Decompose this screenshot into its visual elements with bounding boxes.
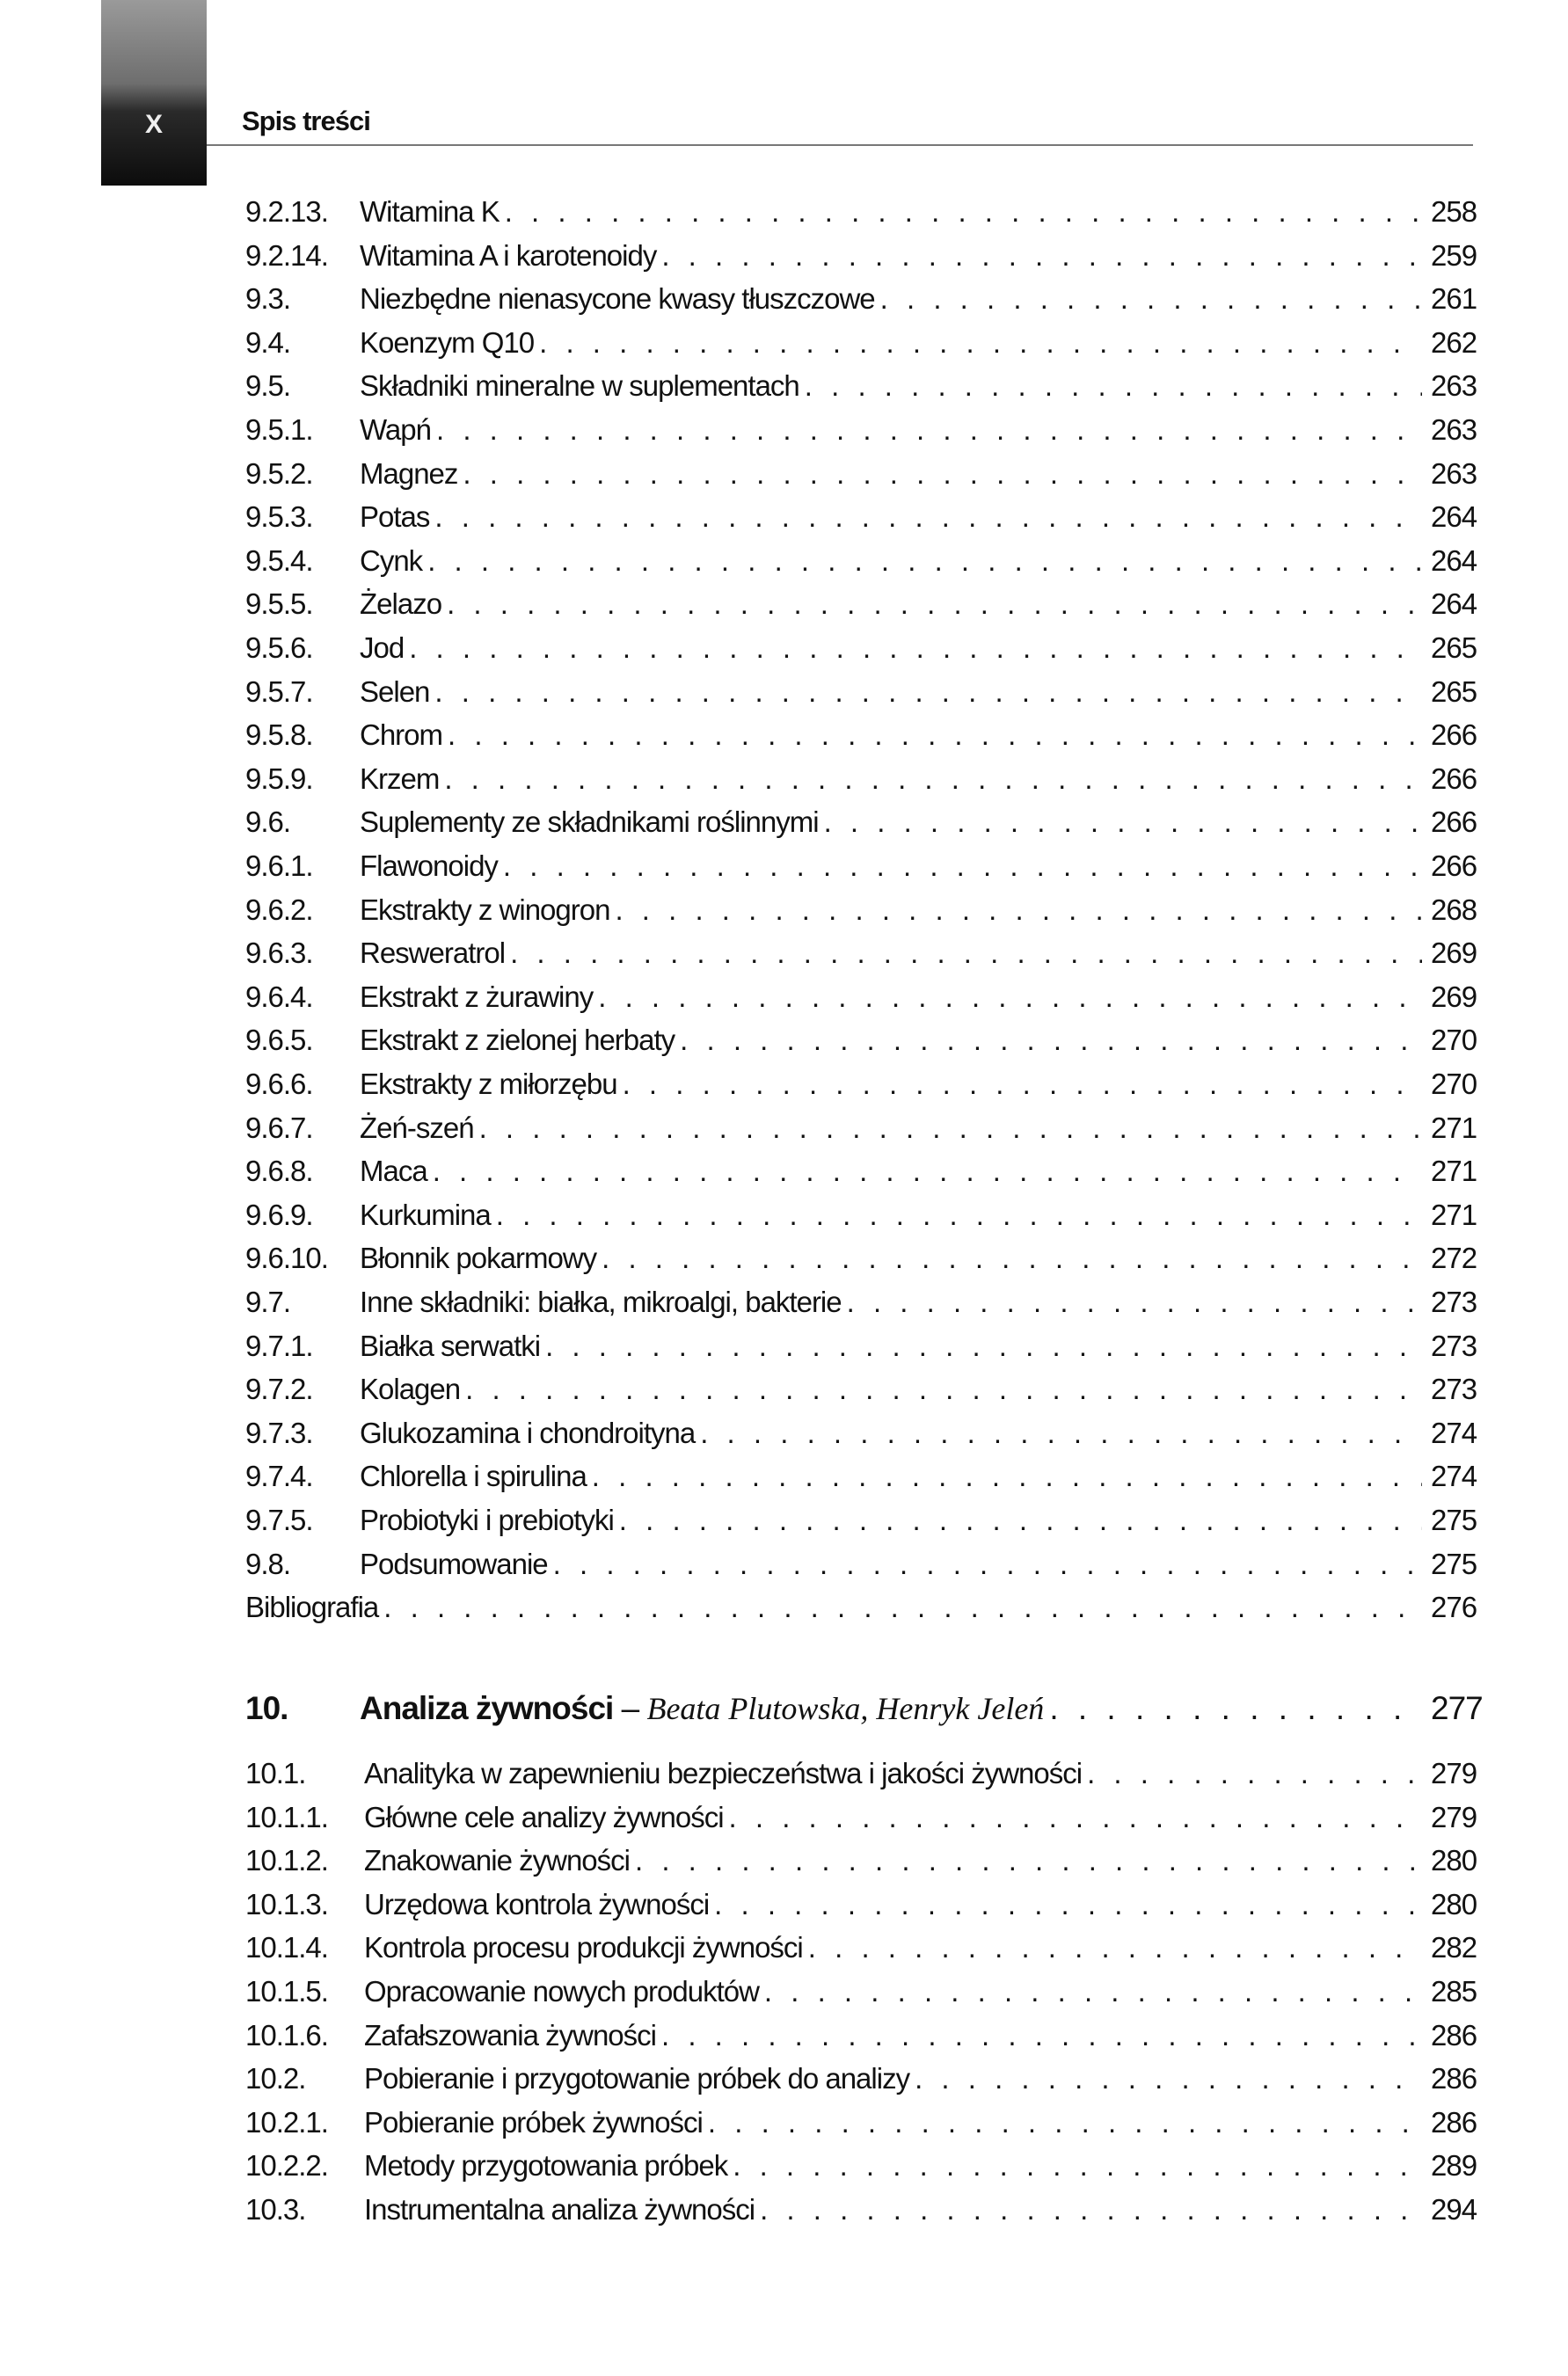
toc-entry-page: 285 (1431, 1975, 1477, 2008)
toc-entry-title: Suplementy ze składnikami roślinnymi (360, 805, 819, 839)
dot-leader (733, 2149, 1422, 2183)
toc-entry-page: 270 (1431, 1024, 1477, 1057)
toc-entry[interactable] (245, 1548, 1477, 1592)
toc-entry-page: 279 (1431, 1800, 1477, 1833)
toc-entry-title: Analityka w zapewnieniu bezpieczeństwa i jakości żywności (364, 1757, 1083, 1789)
dot-leader (824, 805, 1422, 839)
toc-entry-number: 9.6.7. (245, 1111, 313, 1144)
toc-entry-page: 264 (1431, 543, 1477, 577)
toc-entry[interactable] (245, 1757, 1477, 1801)
toc-entry[interactable] (245, 805, 1477, 849)
toc-entry-title: Pobieranie próbek żywności (364, 2105, 703, 2139)
toc-entry-title: Krzem (360, 762, 440, 795)
toc-entry-number: 9.6.2. (245, 893, 313, 926)
toc-entry-number: 9.5.5. (245, 587, 313, 621)
toc-chapter-heading[interactable] (245, 1690, 1483, 1734)
dot-leader (1049, 1690, 1422, 1727)
toc-entry-page: 265 (1431, 674, 1477, 708)
toc-entry-title: Białka serwatki (360, 1329, 541, 1362)
dot-leader (764, 1975, 1422, 2008)
toc-entry-number: 9.2.13. (245, 195, 328, 228)
toc-entry-number: 9.7. (245, 1286, 291, 1318)
toc-entry-page: 262 (1431, 325, 1477, 359)
toc-entry-title: Niezbędne nienasycone kwasy tłuszczowe (360, 282, 875, 316)
toc-entry-number: 9.6.4. (245, 980, 313, 1013)
chapter-authors: Beata Plutowska, Henryk Jeleń (646, 1691, 1045, 1726)
dot-leader (465, 1373, 1422, 1406)
toc-entry-title: Znakowanie żywności (364, 1844, 630, 1877)
toc-entry[interactable] (245, 937, 1477, 980)
toc-entry[interactable] (245, 369, 1477, 413)
dot-leader (409, 631, 1422, 665)
toc-entry-number: 10.3. (245, 2193, 306, 2226)
toc-entry-number: 9.6.1. (245, 849, 313, 882)
toc-entry-title: Jod (360, 631, 405, 664)
dot-leader (680, 1024, 1422, 1057)
toc-entry[interactable] (245, 1199, 1477, 1243)
toc-entry[interactable] (245, 980, 1477, 1024)
toc-entry[interactable] (245, 282, 1477, 326)
toc-entry-number: 9.5.1. (245, 413, 313, 446)
toc-entry-title: Bibliografia (245, 1591, 379, 1624)
toc-entry[interactable] (245, 239, 1477, 283)
toc-entry-number: 9.5. (245, 369, 291, 403)
toc-entry-page: 268 (1431, 893, 1477, 926)
toc-entry-page: 275 (1431, 1504, 1477, 1536)
toc-entry-number: 10.2. (245, 2062, 306, 2095)
toc-entry[interactable] (245, 1504, 1477, 1548)
dot-leader (635, 1844, 1422, 1877)
toc-entry-title: Metody przygotowania próbek (364, 2149, 728, 2183)
toc-entry-page: 270 (1431, 1068, 1477, 1100)
toc-entry[interactable] (245, 1024, 1477, 1068)
toc-entry-number: 10.1.3. (245, 1887, 328, 1920)
toc-entry-bibliography[interactable] (245, 1591, 1477, 1635)
chapter-title: Analiza żywności (360, 1690, 614, 1726)
toc-entry-number: 9.5.3. (245, 500, 313, 534)
toc-entry[interactable] (245, 1801, 1477, 1845)
toc-entry-title: Witamina K (360, 195, 500, 228)
toc-entry[interactable] (245, 2149, 1477, 2193)
toc-entry-page: 273 (1431, 1373, 1477, 1406)
dot-leader (463, 457, 1422, 491)
toc-entry[interactable] (245, 762, 1477, 806)
toc-entry-page: 272 (1431, 1242, 1477, 1275)
toc-entry[interactable] (245, 500, 1477, 544)
dot-leader (915, 2062, 1422, 2095)
toc-entry-title: Urzędowa kontrola żywności (364, 1887, 710, 1920)
dot-leader (602, 1242, 1422, 1275)
dot-leader (505, 195, 1422, 229)
toc-entry[interactable] (245, 2193, 1477, 2237)
toc-entry-number: 10.1.2. (245, 1844, 328, 1877)
dot-leader (760, 2193, 1422, 2227)
chapter-tab-marker (101, 0, 207, 186)
toc-entry-page: 273 (1431, 1286, 1477, 1318)
toc-entry-title: Ekstrakt z zielonej herbaty (360, 1024, 675, 1057)
toc-entry-number: 9.6.6. (245, 1068, 313, 1100)
toc-entry-title: Żeń-szeń (360, 1111, 474, 1144)
toc-entry[interactable] (245, 1931, 1477, 1975)
toc-entry-number: 10.1.4. (245, 1931, 328, 1964)
toc-entry[interactable] (245, 2019, 1477, 2063)
dot-leader (1087, 1757, 1422, 1790)
toc-entry-number: 10.1. (245, 1757, 306, 1789)
toc-entry-title: Ekstrakty z miłorzębu (360, 1068, 617, 1100)
toc-entry-title: Inne składniki: białka, mikroalgi, bakterie (360, 1286, 842, 1318)
toc-entry-number: 9.5.2. (245, 456, 313, 490)
toc-entry-page: 271 (1431, 1198, 1477, 1231)
dot-leader (880, 282, 1422, 316)
toc-entry[interactable] (245, 195, 1477, 239)
toc-entry-title: Flawonoidy (360, 849, 498, 882)
chapter-page: 277 (1431, 1690, 1483, 1726)
toc-entry-page: 263 (1431, 369, 1477, 403)
toc-entry-title: Resweratrol (360, 937, 506, 970)
toc-entry-page: 259 (1431, 238, 1477, 272)
dot-leader (448, 718, 1422, 752)
toc-entry-number: 9.2.14. (245, 238, 328, 272)
header-rule (207, 144, 1473, 146)
toc-entry-title: Ekstrakt z żurawiny (360, 980, 594, 1013)
toc-entry-page: 289 (1431, 2149, 1477, 2183)
toc-entry-page: 271 (1431, 1111, 1477, 1144)
toc-entry-title: Chlorella i spirulina (360, 1460, 587, 1493)
toc-entry-title: Glukozamina i chondroityna (360, 1416, 696, 1449)
toc-entry-title: Podsumowanie (360, 1547, 548, 1580)
toc-entry[interactable] (245, 1242, 1477, 1286)
toc-entry-number: 9.8. (245, 1547, 291, 1580)
toc-entry[interactable] (245, 718, 1477, 762)
dot-leader (714, 1888, 1422, 1921)
toc-entry-title: Selen (360, 674, 430, 708)
toc-entry-page: 266 (1431, 762, 1477, 795)
dot-leader (503, 849, 1422, 883)
chapter-number: 10. (245, 1690, 288, 1726)
dot-leader (708, 2106, 1422, 2139)
toc-entry-number: 9.5.6. (245, 631, 313, 664)
toc-entry-page: 266 (1431, 718, 1477, 752)
toc-entry-title: Kolagen (360, 1373, 461, 1406)
toc-entry-title: Potas (360, 500, 430, 534)
toc-entry[interactable] (245, 1068, 1477, 1111)
toc-entry-title: Probiotyki i prebiotyki (360, 1504, 614, 1536)
dot-leader (447, 587, 1422, 621)
toc-entry-page: 275 (1431, 1547, 1477, 1580)
toc-entry[interactable] (245, 675, 1477, 719)
toc-entry-page: 264 (1431, 500, 1477, 534)
dot-leader (496, 1199, 1422, 1232)
toc-entry[interactable] (245, 587, 1477, 631)
toc-entry-page: 286 (1431, 2105, 1477, 2139)
toc-entry-page: 276 (1431, 1591, 1477, 1624)
toc-entry[interactable] (245, 1373, 1477, 1417)
toc-entry-number: 10.1.1. (245, 1800, 328, 1833)
toc-entry-number: 9.6.3. (245, 937, 313, 970)
toc-entry-page: 273 (1431, 1329, 1477, 1362)
toc-entry-page: 280 (1431, 1844, 1477, 1877)
toc-entry-title: Błonnik pokarmowy (360, 1242, 597, 1275)
toc-entry-number: 9.6.5. (245, 1024, 313, 1057)
chapter-separator: – (613, 1690, 647, 1726)
toc-entry[interactable] (245, 1286, 1477, 1330)
toc-entry-number: 9.6.9. (245, 1198, 313, 1231)
dot-leader (427, 544, 1422, 578)
dot-leader (808, 1931, 1422, 1964)
toc-entry-page: 266 (1431, 805, 1477, 839)
toc-entry-page: 274 (1431, 1416, 1477, 1449)
toc-entry-page: 269 (1431, 980, 1477, 1013)
toc-entry[interactable] (245, 457, 1477, 501)
dot-leader (615, 893, 1422, 927)
dot-leader (545, 1330, 1422, 1363)
dot-leader (805, 369, 1422, 403)
toc-entry[interactable] (245, 1330, 1477, 1374)
toc-entry-title: Pobieranie i przygotowanie próbek do analizy (364, 2062, 910, 2095)
toc-entry[interactable] (245, 1975, 1477, 2019)
dot-leader (623, 1068, 1422, 1101)
toc-entry-number: 9.7.4. (245, 1460, 313, 1493)
toc-entry-page: 282 (1431, 1931, 1477, 1964)
toc-entry-title: Zafałszowania żywności (364, 2018, 656, 2052)
dot-leader (539, 326, 1422, 360)
toc-entry-title: Żelazo (360, 587, 442, 621)
toc-entry-number: 9.7.3. (245, 1416, 313, 1449)
toc-entry-title: Cynk (360, 543, 423, 577)
toc-entry-page: 279 (1431, 1757, 1477, 1789)
toc-entry-title: Kontrola procesu produkcji żywności (364, 1931, 803, 1964)
toc-entry-page: 266 (1431, 849, 1477, 882)
toc-entry[interactable] (245, 893, 1477, 937)
toc-entry[interactable] (245, 1417, 1477, 1461)
dot-leader (383, 1591, 1422, 1624)
toc-entry-title: Maca (360, 1155, 427, 1188)
toc-entry-page: 263 (1431, 456, 1477, 490)
toc-entry-page: 258 (1431, 195, 1477, 228)
toc-entry-number: 10.1.6. (245, 2018, 328, 2052)
toc-entry-number: 9.7.5. (245, 1504, 313, 1536)
running-header-title: Spis treści (242, 106, 370, 136)
toc-entry-number: 9.3. (245, 282, 291, 316)
toc-entry-page: 261 (1431, 282, 1477, 316)
dot-leader (700, 1417, 1422, 1450)
toc-entry[interactable] (245, 413, 1477, 457)
toc-entry-title: Magnez (360, 456, 458, 490)
toc-entry-title: Witamina A i karotenoidy (360, 238, 657, 272)
toc-entry-number: 9.5.8. (245, 718, 313, 752)
toc-entry-title: Wapń (360, 413, 431, 446)
dot-leader (729, 1801, 1422, 1834)
dot-leader (592, 1460, 1422, 1493)
dot-leader (434, 500, 1422, 534)
toc-entry-page: 274 (1431, 1460, 1477, 1493)
toc-entry-title: Główne cele analizy żywności (364, 1800, 724, 1833)
toc-entry[interactable] (245, 631, 1477, 675)
toc-entry-number: 9.6.10. (245, 1242, 328, 1275)
toc-entry-number: 9.7.2. (245, 1373, 313, 1406)
toc-entry-page: 280 (1431, 1887, 1477, 1920)
toc-entry[interactable] (245, 326, 1477, 370)
dot-leader (433, 1155, 1422, 1188)
toc-entry-title: Kurkumina (360, 1198, 491, 1231)
toc-entry-title: Ekstrakty z winogron (360, 893, 610, 926)
toc-entry[interactable] (245, 1460, 1477, 1504)
dot-leader (479, 1111, 1422, 1145)
toc-entry-title: Instrumentalna analiza żywności (364, 2193, 755, 2226)
toc-entry-page: 265 (1431, 631, 1477, 664)
toc-entry-page: 286 (1431, 2062, 1477, 2095)
dot-leader (847, 1286, 1422, 1319)
toc-entry-number: 9.7.1. (245, 1329, 313, 1362)
dot-leader (510, 937, 1422, 970)
dot-leader (619, 1504, 1422, 1537)
toc-entry[interactable] (245, 1111, 1477, 1155)
toc-entry-page: 263 (1431, 413, 1477, 446)
toc-entry[interactable] (245, 1844, 1477, 1888)
toc-entry-page: 271 (1431, 1155, 1477, 1188)
dot-leader (444, 762, 1422, 796)
toc-entry[interactable] (245, 544, 1477, 588)
toc-entry-number: 10.2.1. (245, 2105, 328, 2139)
toc-entry-title: Chrom (360, 718, 443, 752)
toc-entry[interactable] (245, 1888, 1477, 1932)
toc-entry-number: 9.5.7. (245, 674, 313, 708)
toc-entry[interactable] (245, 2106, 1477, 2150)
toc-entry-number: 10.2.2. (245, 2149, 328, 2183)
toc-entry-number: 9.6. (245, 805, 291, 839)
toc-entry-page: 286 (1431, 2018, 1477, 2052)
toc-entry-number: 9.4. (245, 325, 291, 359)
toc-entry[interactable] (245, 849, 1477, 893)
toc-entry-title: Składniki mineralne w suplementach (360, 369, 799, 403)
toc-entry-title: Opracowanie nowych produktów (364, 1975, 759, 2008)
toc-entry[interactable] (245, 1155, 1477, 1199)
dot-leader (553, 1548, 1422, 1581)
dot-leader (434, 675, 1422, 709)
dot-leader (661, 2019, 1422, 2052)
toc-entry[interactable] (245, 2062, 1477, 2106)
toc-entry-page: 294 (1431, 2193, 1477, 2226)
dot-leader (661, 239, 1422, 273)
dot-leader (436, 413, 1422, 447)
toc-entry-number: 9.6.8. (245, 1155, 313, 1188)
toc-entry-page: 269 (1431, 937, 1477, 970)
toc-entry-number: 9.5.4. (245, 543, 313, 577)
toc-entry-page: 264 (1431, 587, 1477, 621)
chapter-tab-label: X (144, 110, 163, 139)
dot-leader (598, 980, 1422, 1014)
toc-entry-number: 9.5.9. (245, 762, 313, 795)
toc-entry-number: 10.1.5. (245, 1975, 328, 2008)
chapter-title-group (360, 1690, 1044, 1727)
toc-entry-title: Koenzym Q10 (360, 325, 535, 359)
